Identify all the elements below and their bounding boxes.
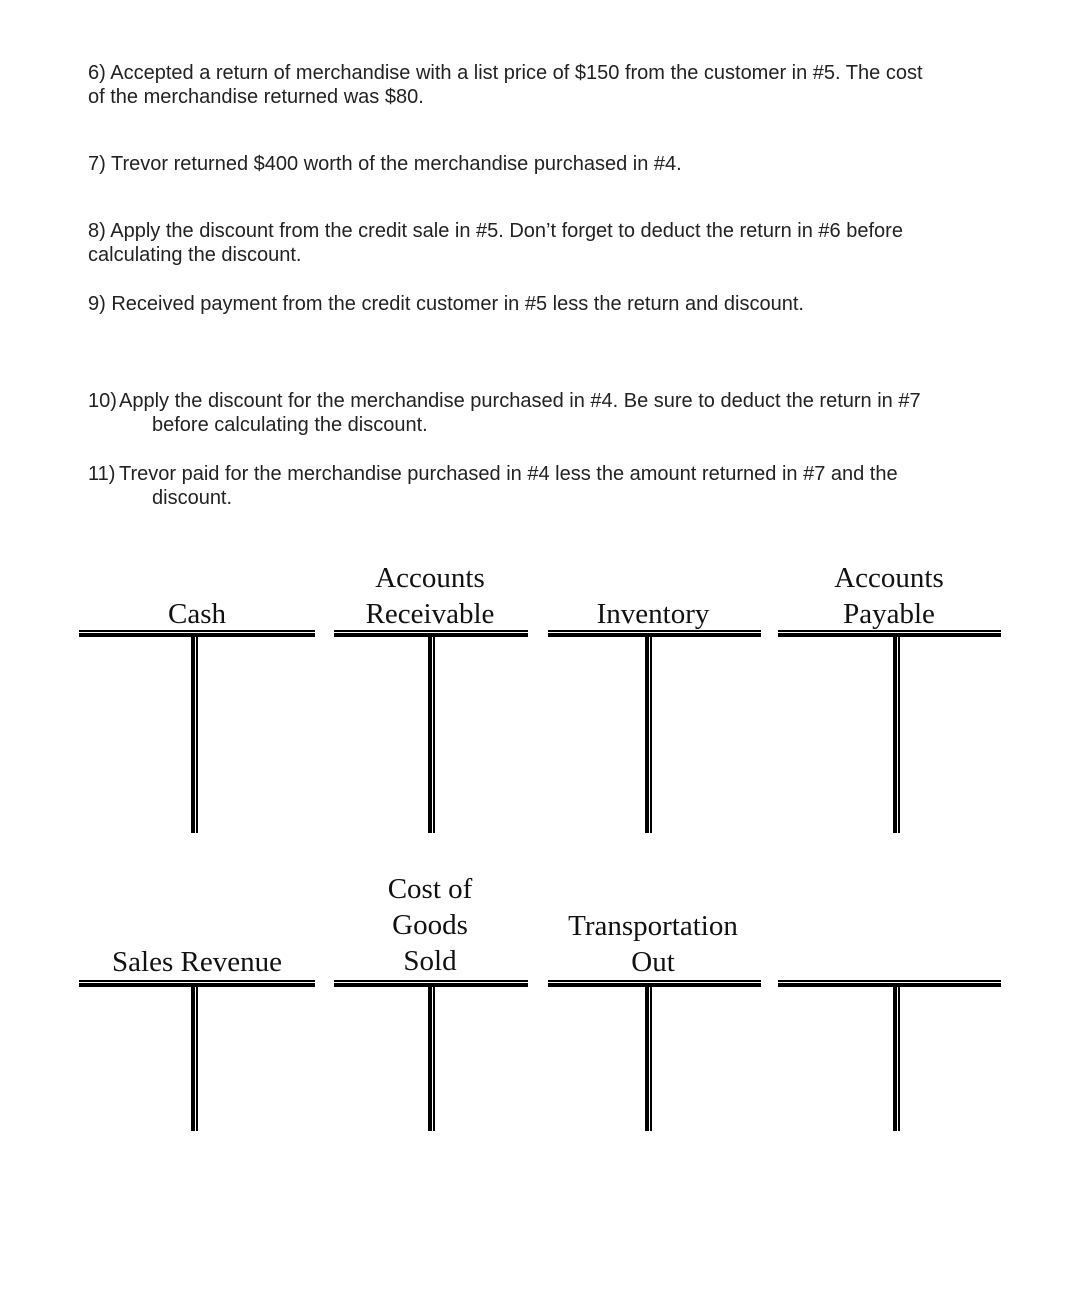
- problem-number: 9): [88, 293, 106, 315]
- problem-number: 8): [88, 220, 106, 242]
- account-label-accounts-receivable: Accounts Receivable: [365, 562, 495, 630]
- account-label-inventory: Inventory: [596, 598, 710, 630]
- problem-text: Trevor paid for the merchandise purchased in #4 less the amount returned in #7 and the: [119, 463, 898, 485]
- t-account-stem: [428, 987, 435, 1131]
- t-account-rule: [548, 630, 761, 637]
- problem-text-continued: discount.: [152, 487, 233, 509]
- problem-text: Received payment from the credit customer in #5 less the return and discount.: [111, 293, 804, 315]
- t-account-stem: [191, 637, 198, 833]
- t-account-rule: [334, 630, 528, 637]
- t-account-rule: [548, 980, 761, 987]
- problem-7: [88, 152, 1008, 176]
- problem-11: [88, 462, 1008, 510]
- problem-number: 10): [88, 390, 117, 412]
- t-account-rule: [79, 980, 315, 987]
- problem-text-continued: calculating the discount.: [88, 244, 302, 266]
- problem-9: [88, 292, 1008, 316]
- account-label-sales-revenue: Sales Revenue: [112, 946, 282, 978]
- t-account-stem: [428, 637, 435, 833]
- t-account-rule: [778, 980, 1001, 987]
- problem-text: Trevor returned $400 worth of the merchandise purchased in #4.: [111, 153, 682, 175]
- t-account-stem: [645, 987, 652, 1131]
- problem-6: [88, 61, 1008, 109]
- account-label-cost-of-goods-sold: Cost of Goods Sold: [387, 873, 473, 977]
- problem-number: 6): [88, 62, 106, 84]
- problem-text: Apply the discount for the merchandise purchased in #4. Be sure to deduct the return in #7: [119, 390, 921, 412]
- t-account-stem: [893, 637, 900, 833]
- problem-text: Accepted a return of merchandise with a list price of $150 from the customer in #5. The cost: [110, 62, 923, 84]
- account-label-accounts-payable: Accounts Payable: [834, 562, 944, 630]
- t-account-stem: [893, 987, 900, 1131]
- t-account-rule: [334, 980, 528, 987]
- t-account-stem: [645, 637, 652, 833]
- t-account-rule: [778, 630, 1001, 637]
- problem-number: 11): [88, 463, 116, 485]
- problem-text: Apply the discount from the credit sale in #5. Don’t forget to deduct the return in #6 before: [110, 220, 903, 242]
- account-label-transportation-out: Transportation Out: [568, 910, 738, 978]
- problem-8: [88, 219, 1008, 267]
- account-label-cash: Cash: [168, 598, 226, 630]
- t-account-rule: [79, 630, 315, 637]
- problem-10: [88, 389, 1008, 437]
- problem-text-continued: before calculating the discount.: [152, 414, 428, 436]
- problem-number: 7): [88, 153, 106, 175]
- problem-text-continued: of the merchandise returned was $80.: [88, 86, 424, 108]
- t-account-stem: [191, 987, 198, 1131]
